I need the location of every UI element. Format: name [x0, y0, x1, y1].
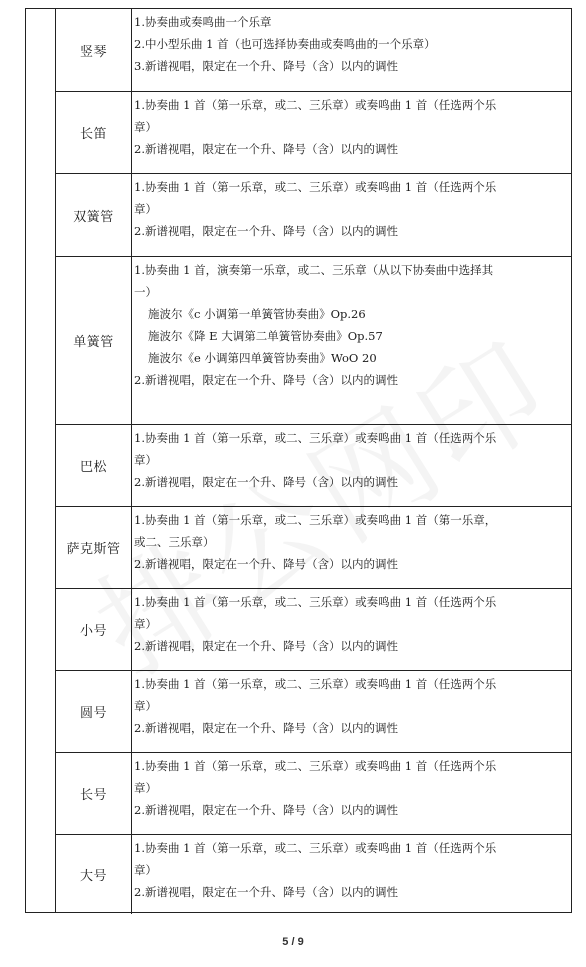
instrument-label: 长号: [56, 753, 132, 834]
instrument-label: 大号: [56, 835, 132, 914]
table-row: [56, 257, 571, 425]
requirement-line: 章）: [134, 699, 157, 713]
requirement-line: 1.协奏曲 1 首，演奏第一乐章，或二、三乐章（从以下协奏曲中选择其: [134, 263, 494, 277]
requirements-cell: [132, 257, 571, 424]
requirements-cell: [132, 9, 571, 91]
requirement-line: 2.新谱视唱，限定在一个升、降号（含）以内的调性: [134, 373, 398, 387]
requirements-cell: [132, 753, 571, 834]
requirement-line: 2.新谱视唱，限定在一个升、降号（含）以内的调性: [134, 639, 398, 653]
requirements-cell: [132, 174, 571, 256]
requirement-line: 施波尔《c 小调第一单簧管协奏曲》Op.26: [148, 307, 366, 321]
requirements-cell: [132, 92, 571, 173]
table-left-column: [26, 9, 56, 912]
instrument-label: 单簧管: [56, 257, 132, 424]
table-rows: [56, 9, 571, 912]
requirements-cell: [132, 671, 571, 752]
instrument-label: 圆号: [56, 671, 132, 752]
instrument-label: 萨克斯管: [56, 507, 132, 588]
requirement-line: 1.协奏曲 1 首（第一乐章，或二、三乐章）或奏鸣曲 1 首（任选两个乐: [134, 180, 497, 194]
instrument-label: 双簧管: [56, 174, 132, 256]
requirement-line: 2.新谱视唱，限定在一个升、降号（含）以内的调性: [134, 803, 398, 817]
table-row: [56, 835, 571, 914]
requirement-line: 1.协奏曲 1 首（第一乐章，或二、三乐章）或奏鸣曲 1 首（任选两个乐: [134, 431, 497, 445]
table-row: [56, 753, 571, 835]
requirement-line: 1.协奏曲 1 首（第一乐章，或二、三乐章）或奏鸣曲 1 首（任选两个乐: [134, 841, 497, 855]
requirement-line: 2.新谱视唱，限定在一个升、降号（含）以内的调性: [134, 885, 398, 899]
requirement-line: 2.新谱视唱，限定在一个升、降号（含）以内的调性: [134, 142, 398, 156]
requirement-line: 一）: [134, 285, 157, 299]
instrument-label: 小号: [56, 589, 132, 670]
page-number: 5 / 9: [282, 936, 304, 948]
table-row: [56, 425, 571, 507]
requirements-cell: [132, 425, 571, 506]
instrument-label: 巴松: [56, 425, 132, 506]
instrument-label: 长笛: [56, 92, 132, 173]
table-row: [56, 92, 571, 174]
requirement-line: 施波尔《降 E 大调第二单簧管协奏曲》Op.57: [148, 329, 383, 343]
requirement-line: 施波尔《e 小调第四单簧管协奏曲》WoO 20: [148, 351, 377, 365]
table-row: [56, 174, 571, 257]
requirements-cell: [132, 835, 571, 914]
requirement-line: 章）: [134, 120, 157, 134]
requirement-line: 1.协奏曲 1 首（第一乐章，或二、三乐章）或奏鸣曲 1 首（第一乐章，: [134, 513, 497, 527]
requirement-line: 章）: [134, 617, 157, 631]
table-row: [56, 9, 571, 92]
requirement-line: 2.新谱视唱，限定在一个升、降号（含）以内的调性: [134, 224, 398, 238]
table-row: [56, 671, 571, 753]
repertoire-table: [25, 8, 572, 913]
instrument-label: 竖琴: [56, 9, 132, 91]
requirement-line: 1.协奏曲 1 首（第一乐章，或二、三乐章）或奏鸣曲 1 首（任选两个乐: [134, 677, 497, 691]
requirement-line: 2.新谱视唱，限定在一个升、降号（含）以内的调性: [134, 721, 398, 735]
table-row: [56, 507, 571, 589]
requirements-cell: [132, 507, 571, 588]
requirement-line: 2.新谱视唱，限定在一个升、降号（含）以内的调性: [134, 557, 398, 571]
requirement-line: 章）: [134, 863, 157, 877]
requirement-line: 或二、三乐章）: [134, 535, 215, 549]
requirement-line: 2.新谱视唱，限定在一个升、降号（含）以内的调性: [134, 475, 398, 489]
requirement-line: 2.中小型乐曲 1 首（也可选择协奏曲或奏鸣曲的一个乐章）: [134, 37, 436, 51]
requirement-line: 章）: [134, 202, 157, 216]
requirement-line: 章）: [134, 453, 157, 467]
requirement-line: 1.协奏曲或奏鸣曲一个乐章: [134, 15, 272, 29]
table-row: [56, 589, 571, 671]
requirement-line: 1.协奏曲 1 首（第一乐章，或二、三乐章）或奏鸣曲 1 首（任选两个乐: [134, 759, 497, 773]
requirement-line: 3.新谱视唱，限定在一个升、降号（含）以内的调性: [134, 59, 398, 73]
requirements-cell: [132, 589, 571, 670]
requirement-line: 章）: [134, 781, 157, 795]
requirement-line: 1.协奏曲 1 首（第一乐章，或二、三乐章）或奏鸣曲 1 首（任选两个乐: [134, 98, 497, 112]
requirement-line: 1.协奏曲 1 首（第一乐章，或二、三乐章）或奏鸣曲 1 首（任选两个乐: [134, 595, 497, 609]
